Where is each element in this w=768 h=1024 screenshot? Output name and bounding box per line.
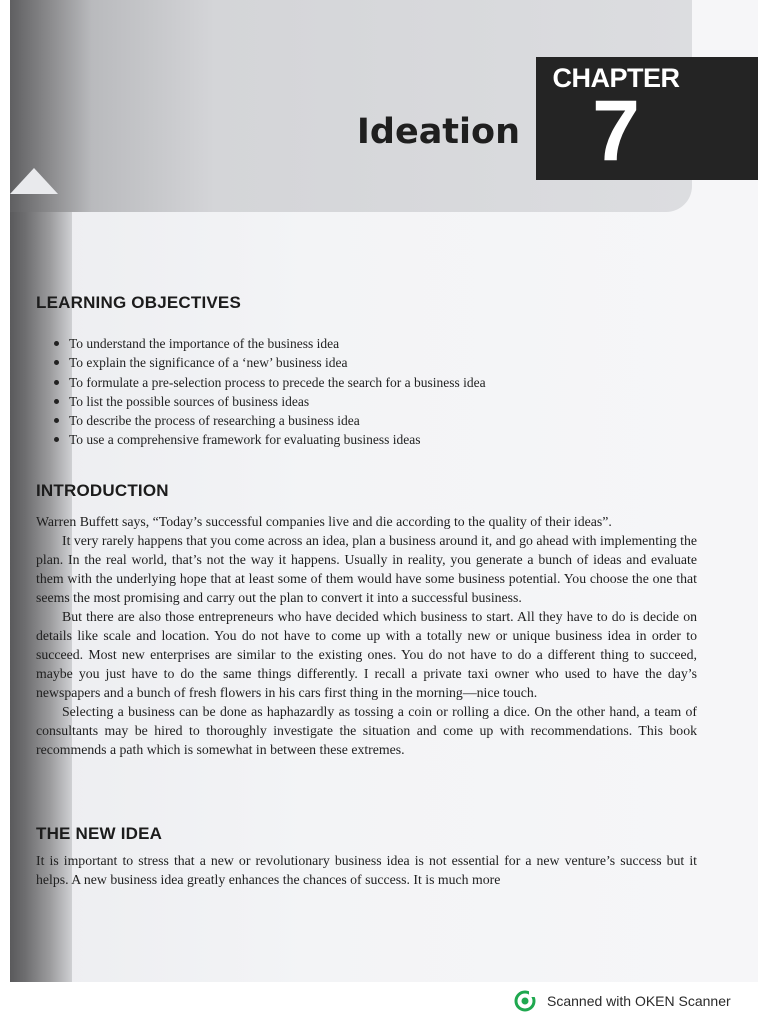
objective-item: To explain the significance of a ‘new’ business idea [52,353,486,372]
objective-item: To use a comprehensive framework for evaluating business ideas [52,430,486,449]
scanner-watermark [514,990,731,1012]
introduction-paragraph: But there are also those entrepreneurs who have decided which business to start. All they have to do is decide on details like scale and location. You do not have to come up with a totally new or unique business idea in order to succeed. Most new enterprises are similar to the existing ones. You do not have to do a different thing to succeed, maybe you just have to do the same things differently. I recall a private taxi owner who used to have the day’s newspapers and a bunch of fresh flowers in his cars first thing in the morning—nice touch. [36,609,697,700]
introduction-paragraph: Warren Buffett says, “Today’s successful companies live and die according to the quality of their ideas”. [36,514,612,529]
introduction-heading: INTRODUCTION [36,481,169,500]
introduction-paragraph: Selecting a business can be done as haphazardly as tossing a coin or rolling a dice. On the other hand, a team of consultants may be hired to thoroughly investigate the situation and come up with recommendations. This book recommends a path which is somewhat in between these extremes. [36,704,697,757]
objective-item: To formulate a pre-selection process to precede the search for a business idea [52,373,486,392]
learning-objectives-list [52,334,486,450]
objective-item: To list the possible sources of business ideas [52,392,486,411]
new-idea-paragraph: It is important to stress that a new or revolutionary business idea is not essential for a new venture’s success but it helps. A new business idea greatly enhances the chances of success. It is much more [36,853,697,887]
objective-item: To describe the process of researching a business idea [52,411,486,430]
introduction-paragraph: It very rarely happens that you come across an idea, plan a business around it, and go ahead with implementing the plan. In the real world, that’s not the way it happens. Usually in reality, you generate a bunch of ideas and evaluate them with the underlying hope that at least some of them would have some business potential. You choose the one that seems the most promising and carry out the plan to convert it into a successful business. [36,533,697,605]
header-notch [10,168,58,194]
new-idea-heading: THE NEW IDEA [36,824,163,843]
introduction-body [36,512,697,759]
chapter-box [536,57,758,180]
chapter-label: CHAPTER [552,63,680,93]
chapter-number: 7 [592,83,640,179]
new-idea-body [36,851,697,889]
scanner-watermark-text: Scanned with OKEN Scanner [547,993,731,1009]
chapter-title: Ideation [356,112,520,152]
objective-item: To understand the importance of the business idea [52,334,486,353]
learning-objectives-heading: LEARNING OBJECTIVES [36,293,241,312]
oken-scanner-logo-icon [514,990,536,1012]
